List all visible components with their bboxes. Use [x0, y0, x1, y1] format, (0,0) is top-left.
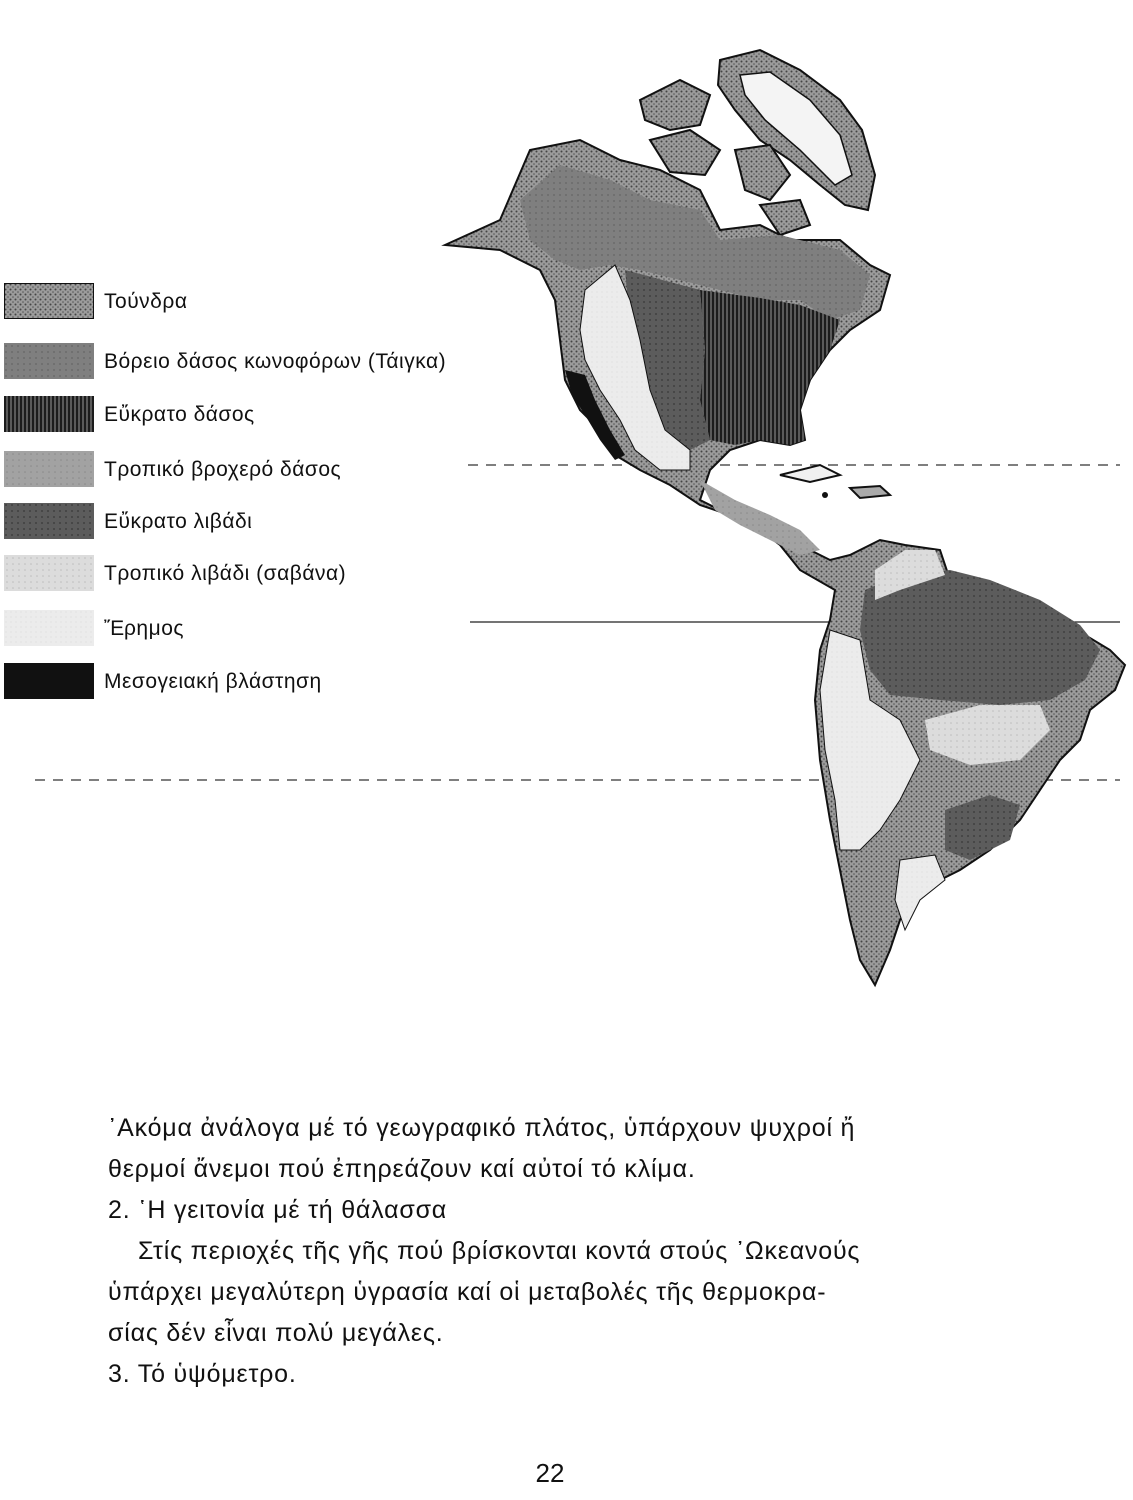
rainforest-central-america — [700, 480, 820, 555]
body-text-line: Στίς περιοχές τῆς γῆς πού βρίσκονται κοντά στούς ᾿Ωκεανούς — [138, 1237, 861, 1265]
body-text-line: θερμοί ἄνεμοι πού ἐπηρεάζουν καί αὐτοί τό κλίμα. — [108, 1155, 696, 1183]
legend-label: Τούνδρα — [104, 290, 188, 313]
legend-label: Ἔρημος — [104, 617, 185, 640]
legend-item-tundra — [4, 283, 524, 327]
tundra-swatch — [4, 283, 94, 319]
body-text-line: ᾿Ακόμα ἀνάλογα μέ τό γεωγραφικό πλάτος, ὑπάρχουν ψυχροί ἤ — [108, 1114, 856, 1142]
legend-label: Τροπικό λιβάδι (σαβάνα) — [104, 562, 347, 585]
temperate-grassland-swatch — [4, 503, 94, 539]
legend-item-savanna — [4, 555, 524, 599]
mediterranean-swatch — [4, 663, 94, 699]
legend-item-desert — [4, 610, 524, 654]
savanna-swatch — [4, 555, 94, 591]
legend-item-taiga — [4, 343, 524, 387]
legend-item-mediterranean — [4, 663, 524, 707]
body-text — [108, 1108, 1008, 1395]
section-heading: 2. ῾Η γειτονία μέ τή θάλασσα — [108, 1196, 448, 1224]
desert-swatch — [4, 610, 94, 646]
legend-label: Τροπικό βροχερό δάσος — [104, 458, 342, 481]
body-text-line: ὑπάρχει μεγαλύτερη ὑγρασία καί οἱ μεταβολές τῆς θερμοκρα- — [108, 1278, 827, 1306]
page-number: 22 — [535, 1458, 565, 1488]
legend-label: Βόρειο δάσος κωνοφόρων (Τάιγκα) — [104, 350, 447, 373]
legend-item-temperate-grassland — [4, 503, 524, 547]
legend-label: Εὔκρατο λιβάδι — [104, 510, 253, 533]
body-text-line: σίας δέν εἶναι πολύ μεγάλες. — [108, 1319, 444, 1347]
temperate-forest-swatch — [4, 396, 94, 432]
legend-item-temperate-forest — [4, 396, 524, 440]
legend-item-tropical-rainforest — [4, 451, 524, 495]
desert-region-patagonia — [895, 855, 945, 930]
tropical-rainforest-swatch — [4, 451, 94, 487]
legend-label: Μεσογειακή βλάστηση — [104, 670, 322, 693]
taiga-swatch — [4, 343, 94, 379]
section-heading: 3. Τό ὑψόμετρο. — [108, 1360, 297, 1388]
legend-label: Εὔκρατο δάσος — [104, 403, 255, 426]
